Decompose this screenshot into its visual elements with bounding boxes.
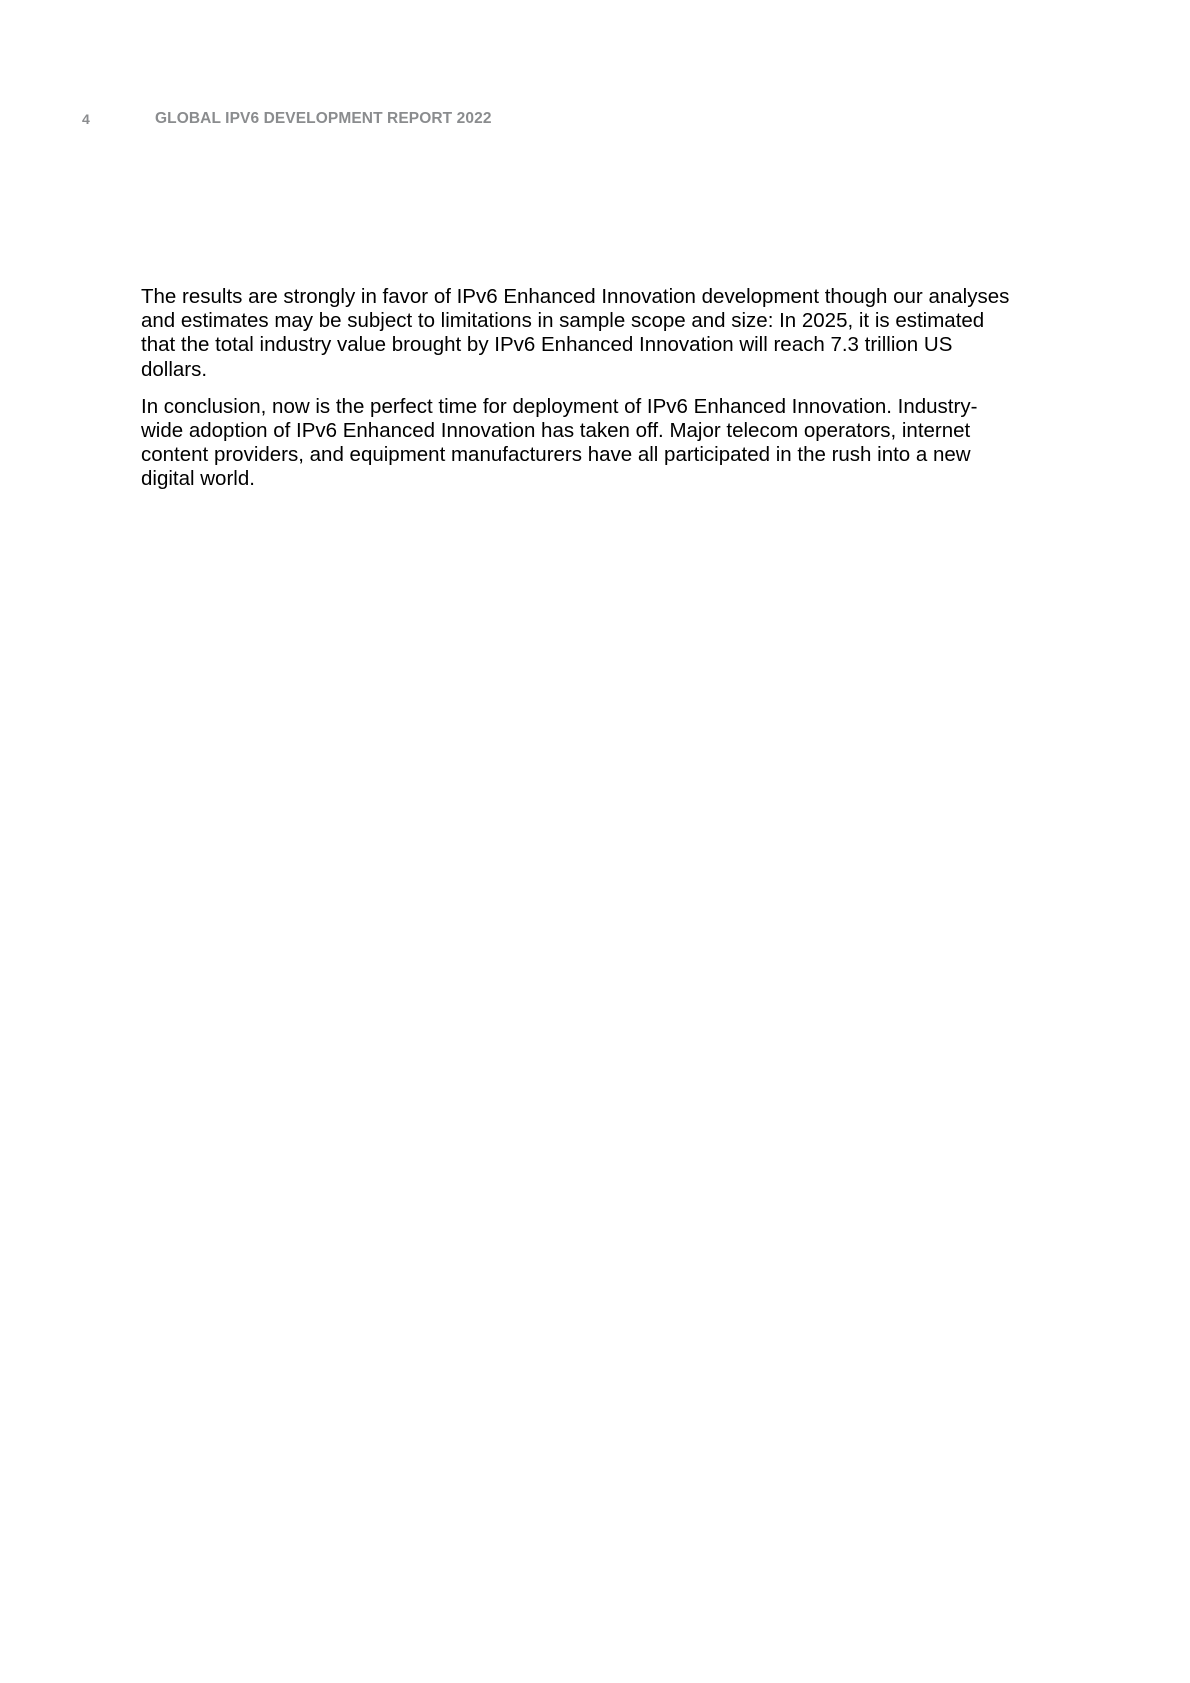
body-text: [141, 285, 1011, 505]
report-title: GLOBAL IPV6 DEVELOPMENT REPORT 2022: [155, 110, 492, 127]
page-header: [82, 108, 1190, 130]
paragraph-conclusion: In conclusion, now is the perfect time for deployment of IPv6 Enhanced Innovation. Industry-wide adoption of IPv6 Enhanced Innovation has taken off. Major telecom operators, internet content providers, and equipment manufacturers have all participated in the rush into a new digital world.: [141, 394, 978, 491]
page-number: 4: [82, 111, 90, 127]
paragraph-results: The results are strongly in favor of IPv6 Enhanced Innovation development though our analyses and estimates may be subject to limitations in sample scope and size: In 2025, it is estimated that the total industry value brought by IPv6 Enhanced Innovation will reach 7.3 trillion US dollars.: [141, 285, 1010, 381]
